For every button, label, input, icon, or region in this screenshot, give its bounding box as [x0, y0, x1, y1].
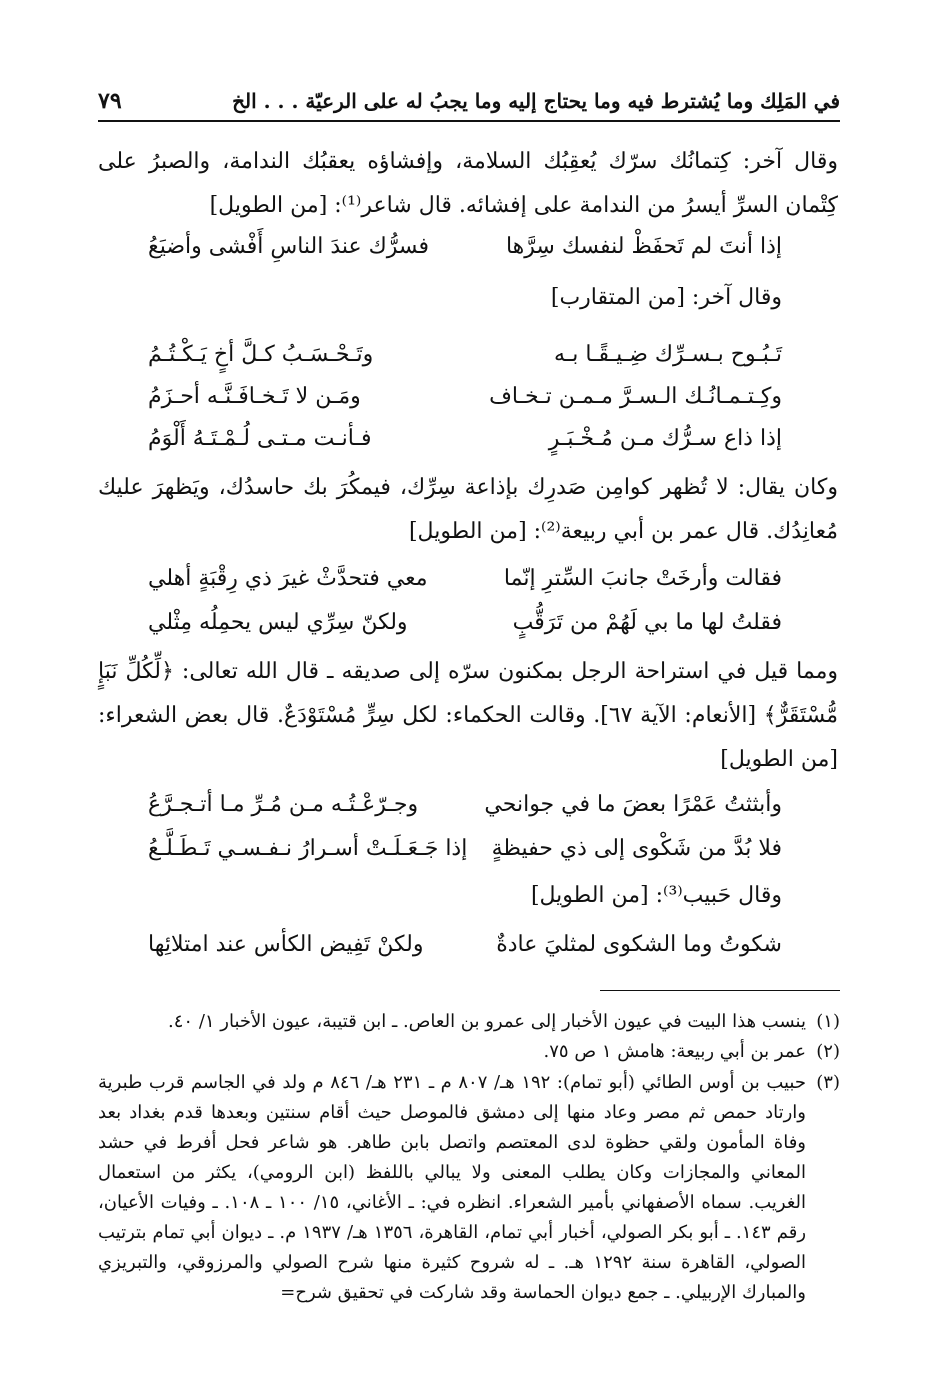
verse-hemistich-second: فـأنـت مـتـى لُـمْـتَـهُ أَلْوَمُ [148, 426, 372, 451]
verse-line-7 [148, 782, 782, 828]
page-number: ٧٩ [98, 88, 122, 114]
verse-line-8 [148, 826, 782, 872]
footnote-number: (١) [816, 1011, 840, 1032]
verse-hemistich-first: فقلتُ لها ما بي لَهُمْ من تَرَقُّبٍ [512, 610, 782, 635]
verse-hemistich-second: إذا جَـعَـلَـتْ أسـرارُ نـفـسـي تَـطَـلَّـعُ [148, 836, 468, 861]
verse-hemistich-second: ومَـن لا تَـخـافَـنَّـه أحـزَمُ [148, 384, 361, 409]
verse-line-5 [148, 556, 782, 602]
verse-hemistich-first: تَـبُـوح بـسـرِّك ضِـيـقًـا بـه [554, 342, 782, 367]
verse-line-3 [148, 374, 782, 420]
running-title: في المَلِك وما يُشترط فيه وما يحتاج إليه وما يجبُ له على الرعيّة . . . الخ [232, 89, 840, 113]
paragraph-2: وكان يقال: لا تُظهر كوامِن صَدرِك بإذاعة سِرِّك، فيمكُرَ بك حاسدُك، ويَظهرَ عليك مُعانِدُك. قال عمر بن أبي ربيعة⁽²⁾: [من الطويل] [98, 475, 838, 544]
verse-hemistich-second: معي فتحدَّثْ غيرَ ذي رِقْبَةٍ أهلي [148, 566, 428, 591]
paragraph-3: ومما قيل في استراحة الرجل بمكنون سرّه إلى صديقه ـ قال الله تعالى: ﴿لِّكُلِّ نَبَإٍ مُّسْتَقَرٌّ﴾ [الأنعام: الآية ٦٧]. وقالت الحكماء: لكل سِرٍّ مُسْتَوْدَعٌ. قال بعض الشعراء: [من الطويل] [98, 659, 839, 772]
verse-hemistich-first: فقالت وأرخَتْ جانبَ السِّترِ إنّما [503, 566, 782, 591]
header-rule [98, 120, 840, 122]
running-header [98, 84, 840, 118]
footnote-3-text: حبيب بن أوس الطائي (أبو تمام): ١٩٢ هـ/ ٨٠٧ م ـ ٢٣١ هـ/ ٨٤٦ م ولد في الجاسم قرب طبرية وارتاد حمص ثم مصر وعاد منها إلى دمشق فالموصل حيث أقام سنتين وبعدها قدم بغداد بعد وفاة المأمون ولقي حظوة لدى المعتصم واتصل بابن طاهر. هو شاعر فحل أفرط في حشد المعاني والمجازات وكان يطلب المعنى ولا يبالي باللفظ (ابن الرومي)، يكثر من استعمال الغريب. سماه الأصفهاني بأمير الشعراء. انظره في: ـ الأغاني، ١٥/ ١٠٠ ـ ١٠٨. ـ وفيات الأعيان، رقم ١٤٣. ـ أبو بكر الصولي، أخبار أبي تمام، القاهرة، ١٣٥٦ هـ/ ١٩٣٧ م. ـ ديوان أبي تمام بترتيب الصولي، القاهرة سنة ١٢٩٢ هـ. ـ له شروح كثيرة منها شرح الصولي والمرزوقي، والتبريزي والمبارك الإربيلي. ـ جمع ديوان الحماسة وقد شاركت في تحقيق شرح= [98, 1072, 807, 1303]
footnote-1 [98, 1008, 840, 1036]
intro-line-9: وقال حَبيب⁽³⁾: [من الطويل] [530, 883, 782, 908]
verse-hemistich-second: وجـرّعْـتُـه مـن مُـرِّ مـا أتـجـرَّعُ [148, 792, 419, 817]
verse-line-1 [148, 224, 782, 270]
verse-hemistich-first: إذا ذاع سـرُّك مـن مُـخْـبَـرٍ [548, 426, 782, 451]
verse-hemistich-first: شكوتُ وما الشكوى لمثليَ عادةٌ [496, 932, 782, 957]
footnote-separator [600, 990, 840, 991]
footnote-text: ينسب هذا البيت في عيون الأخبار إلى عمرو بن العاص. ـ ابن قتيبة، عيون الأخبار ١/ ٤٠. [168, 1011, 806, 1032]
intro-line-2: وقال آخر: [من المتقارب] [550, 285, 782, 310]
verse-line-6 [148, 600, 782, 646]
verse-line-9 [148, 922, 782, 968]
verse-hemistich-second: فسرُّك عندَ الناسِ أَفْشى وأضيَعُ [148, 234, 430, 259]
verse-hemistich-first: وأبثثتُ عَمْرًا بعضَ ما في جوانحي [484, 792, 782, 817]
verse-hemistich-second: ولكنّ سِرِّي ليس يحمِلُه مِثْلي [148, 610, 408, 635]
verse-line-4 [148, 416, 782, 462]
verse-hemistich-second: وتَـحْـسَـبُ كـلَّ أخٍ يَـكْـتُـمُ [148, 342, 374, 367]
verse-hemistich-first: وكِـتـمـانُـك الـسـرَّ مـمـن تـخـاف [489, 384, 782, 409]
verse-hemistich-first: فلا بُدَّ من شَكْوى إلى ذي حفيظةٍ [491, 836, 782, 861]
footnote-number: (٢) [816, 1041, 840, 1062]
paragraph-1: وقال آخر: كِتمانُك سرّك يُعقِبُك السلامة، وإفشاؤه يعقبُك الندامة، والصبرُ على كِتْمان السرِّ أيسرُ من الندامة على إفشائه. قال شاعر⁽¹⁾: [من الطويل] [98, 149, 838, 218]
footnote-3-number: (٣) [816, 1072, 840, 1093]
verse-hemistich-second: ولكنْ تَفِيض الكأس عند امتلائِها [148, 932, 424, 957]
footnote-text: عمر بن أبي ربيعة: هامش ١ ص ٧٥. [543, 1041, 806, 1062]
verse-line-2 [148, 332, 782, 378]
verse-hemistich-first: إذا أنتَ لم تَحفَظْ لنفسك سِرَّها [505, 234, 782, 259]
footnote-2 [98, 1038, 840, 1066]
